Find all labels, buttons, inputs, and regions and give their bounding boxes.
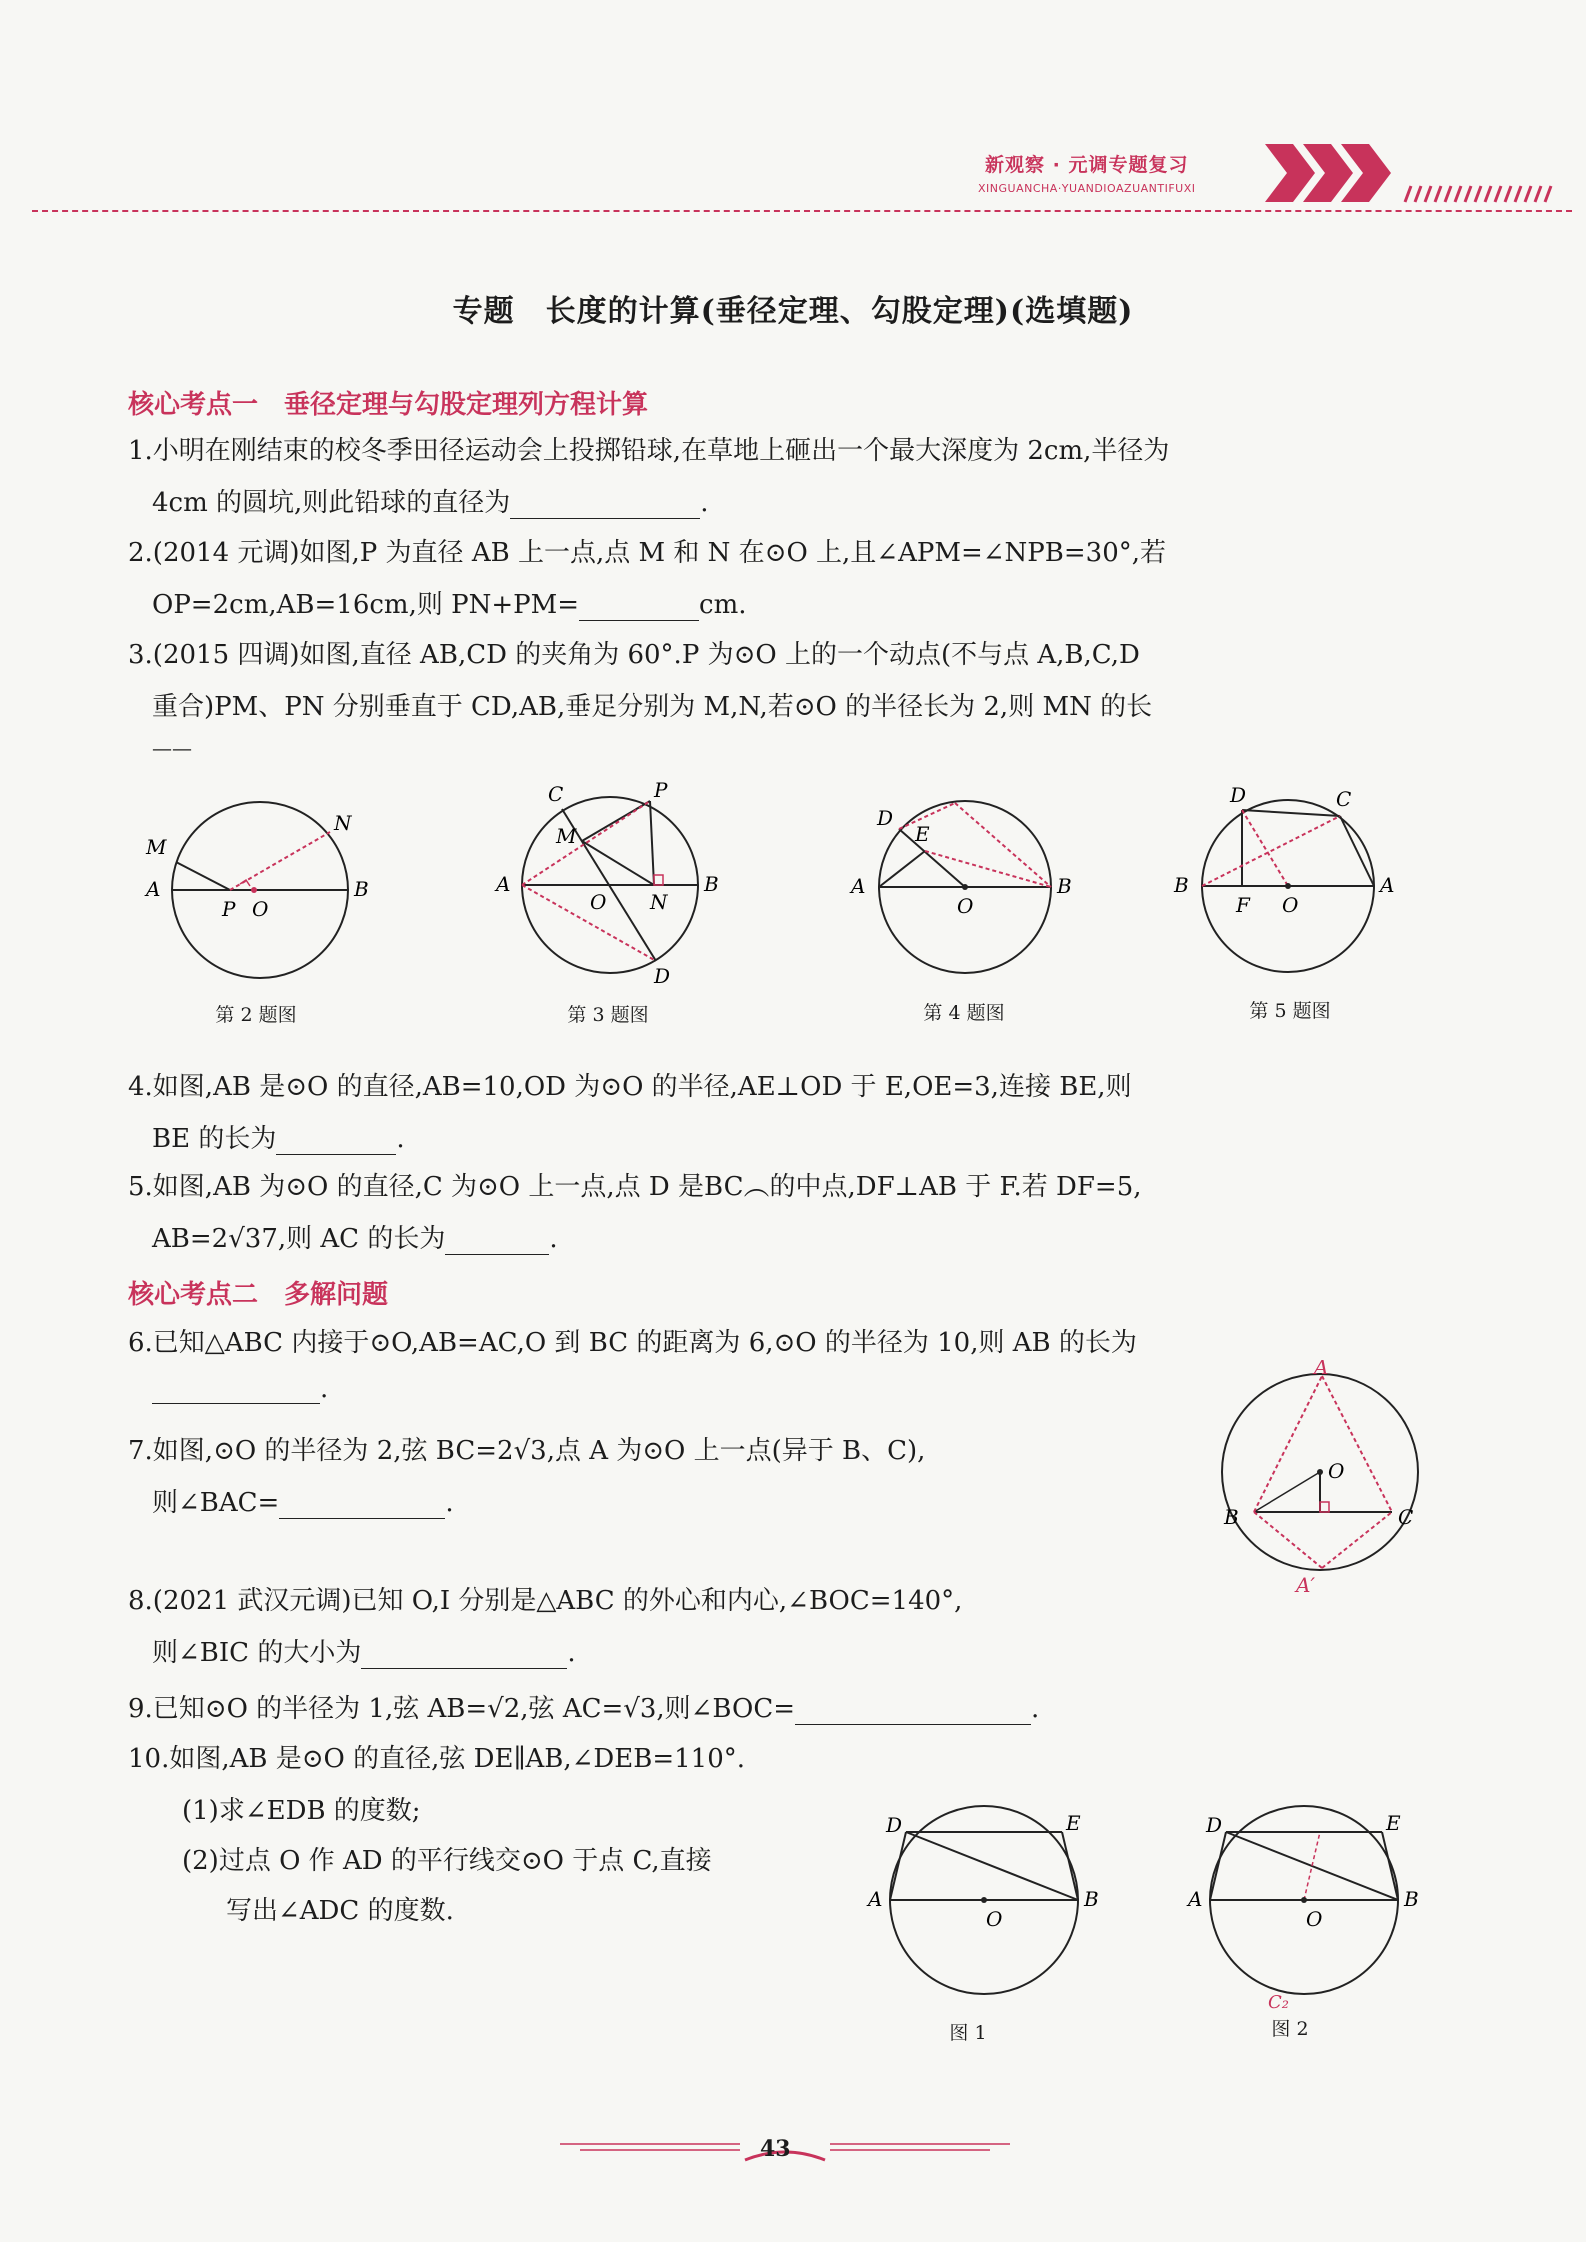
f7-label-C: C — [1398, 1505, 1414, 1529]
q4-line1: 4.如图,AB 是⊙O 的直径,AB=10,OD 为⊙O 的半径,AE⊥OD 于 E,OE=3,连接 BE,则 — [128, 1072, 1132, 1102]
q2-line1: 2.(2014 元调)如图,P 为直径 AB 上一点,点 M 和 N 在⊙O 上,且∠APM=∠NPB=30°,若 — [128, 538, 1167, 568]
q1-line1: 1.小明在刚结束的校冬季田径运动会上投掷铅球,在草地上砸出一个最大深度为 2cm,半径为 — [128, 436, 1170, 466]
header-chevron-decoration — [1265, 140, 1565, 206]
f2-label-O: O — [252, 897, 269, 921]
f10b-label-O: O — [1306, 1907, 1323, 1931]
f2-label-N: N — [334, 811, 352, 835]
f2-label-A: A — [146, 877, 161, 901]
f10a-label-B: B — [1084, 1887, 1099, 1911]
caption-q5: 第 5 题图 — [1249, 1000, 1331, 1022]
q4-line2: BE 的长为 . — [152, 1124, 405, 1154]
f7-label-B: B — [1224, 1505, 1239, 1529]
f5-label-C: C — [1336, 787, 1352, 811]
f2-label-B: B — [354, 877, 369, 901]
figure-q10-2 — [1180, 1790, 1440, 2020]
f5-label-D: D — [1230, 783, 1247, 807]
q6-line2: . — [152, 1374, 328, 1404]
f10b-label-B: B — [1404, 1887, 1419, 1911]
f5-label-F: F — [1236, 893, 1250, 917]
q2-line2: OP=2cm,AB=16cm,则 PN+PM= cm. — [152, 590, 747, 620]
q7-line1: 7.如图,⊙O 的半径为 2,弦 BC=2√3,点 A 为⊙O 上一点(异于 B、C), — [128, 1436, 926, 1466]
section-heading-1: 核心考点一 垂径定理与勾股定理列方程计算 — [128, 390, 649, 420]
q5-line2: AB=2√37,则 AC 的长为 . — [152, 1224, 558, 1254]
caption-q4: 第 4 题图 — [923, 1002, 1005, 1024]
page-number: 43 — [760, 2136, 791, 2162]
figure-q2 — [140, 790, 400, 990]
f7-label-A: A — [1314, 1360, 1329, 1379]
q10-line1: 10.如图,AB 是⊙O 的直径,弦 DE∥AB,∠DEB=110°. — [128, 1744, 746, 1774]
q7-line2: 则∠BAC= . — [152, 1488, 454, 1518]
f3-label-O: O — [590, 890, 607, 914]
f10a-label-D: D — [886, 1813, 903, 1837]
f10a-label-E: E — [1066, 1811, 1081, 1835]
f5-label-B: B — [1174, 873, 1189, 897]
figure-q4 — [845, 785, 1095, 990]
f3-label-A: A — [496, 872, 511, 896]
f3-label-P: P — [654, 778, 668, 802]
f7-label-A-prime: A′ — [1296, 1573, 1315, 1597]
f10b-label-A: A — [1188, 1887, 1203, 1911]
figure-q3 — [490, 775, 740, 990]
header-rule — [32, 210, 1572, 212]
caption-fig1: 图 1 — [949, 2022, 987, 2044]
q8-line1: 8.(2021 武汉元调)已知 O,I 分别是△ABC 的外心和内心,∠BOC=140°, — [128, 1586, 963, 1616]
f4-label-O: O — [957, 894, 974, 918]
q1-line2: 4cm 的圆坑,则此铅球的直径为 . — [152, 488, 709, 518]
q3-line3: —— — [152, 736, 192, 760]
f3-label-C: C — [548, 782, 564, 806]
q10-line3: (2)过点 O 作 AD 的平行线交⊙O 于点 C,直接 — [182, 1846, 712, 1876]
q8-line2: 则∠BIC 的大小为 . — [152, 1638, 576, 1668]
caption-q3: 第 3 题图 — [567, 1004, 649, 1026]
f4-label-B: B — [1057, 874, 1072, 898]
figure-q10-1 — [860, 1790, 1120, 2020]
section-heading-2: 核心考点二 多解问题 — [128, 1280, 389, 1310]
f4-label-E: E — [915, 822, 930, 846]
f2-label-P: P — [222, 897, 236, 921]
f10a-label-A: A — [868, 1887, 883, 1911]
f5-label-A: A — [1380, 873, 1395, 897]
f2-label-M: M — [146, 835, 167, 859]
q9-line1: 9.已知⊙O 的半径为 1,弦 AB=√2,弦 AC=√3,则∠BOC= . — [128, 1694, 1040, 1724]
f10a-label-O: O — [986, 1907, 1003, 1931]
f4-label-A: A — [851, 874, 866, 898]
f10b-label-D: D — [1206, 1813, 1223, 1837]
f10b-label-C2: C₂ — [1268, 1992, 1289, 2013]
f3-label-D: D — [654, 964, 671, 988]
caption-q2: 第 2 题图 — [215, 1004, 297, 1026]
f4-label-D: D — [877, 806, 894, 830]
f5-label-O: O — [1282, 893, 1299, 917]
caption-fig2: 图 2 — [1271, 2018, 1309, 2040]
f3-label-B: B — [704, 872, 719, 896]
figure-q7 — [1210, 1360, 1450, 1600]
q3-line1: 3.(2015 四调)如图,直径 AB,CD 的夹角为 60°.P 为⊙O 上的一个动点(不与点 A,B,C,D — [128, 640, 1140, 670]
q6-line1: 6.已知△ABC 内接于⊙O,AB=AC,O 到 BC 的距离为 6,⊙O 的半径为 10,则 AB 的长为 — [128, 1328, 1137, 1358]
q10-line4: 写出∠ADC 的度数. — [226, 1896, 454, 1926]
q10-line2: (1)求∠EDB 的度数; — [182, 1796, 421, 1826]
q3-line2: 重合)PM、PN 分别垂直于 CD,AB,垂足分别为 M,N,若⊙O 的半径长为 2,则 MN 的长 — [152, 692, 1153, 722]
f3-label-M: M — [556, 824, 577, 848]
figure-q5 — [1170, 780, 1410, 990]
header-subtitle: XINGUANCHA·YUANDIOAZUANTIFUXI — [978, 182, 1196, 195]
q5-line1: 5.如图,AB 为⊙O 的直径,C 为⊙O 上一点,点 D 是BC︵的中点,DF⊥AB 于 F.若 DF=5, — [128, 1172, 1142, 1202]
f7-label-O: O — [1328, 1459, 1345, 1483]
page-title: 专题 长度的计算(垂径定理、勾股定理)(选填题) — [452, 294, 1134, 329]
header-title: 新观察 · 元调专题复习 — [985, 154, 1189, 176]
f10b-label-E: E — [1386, 1811, 1401, 1835]
f3-label-N: N — [650, 890, 668, 914]
